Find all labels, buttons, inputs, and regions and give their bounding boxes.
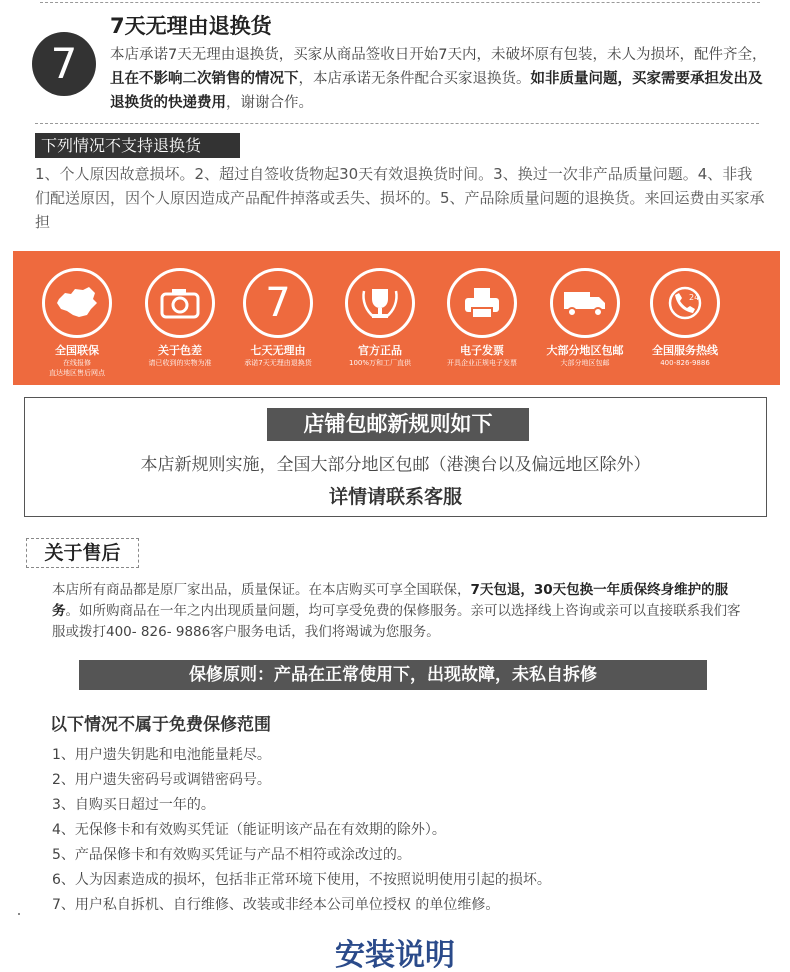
printer-icon — [462, 286, 502, 320]
repair-principle-bar: 保修原则：产品在正常使用下，出现故障，未私自拆修 — [79, 660, 707, 690]
seven-day-body: 本店承诺7天无理由退换货，买家从商品签收日开始7天内，未破坏原有包装，未人为损坏，配件齐全，且在不影响二次销售的情况下，本店承诺无条件配合买家退换货。如非质量问题，买家需要承担发出及退换货的快递费用，谢谢合作。 — [110, 47, 767, 111]
list-item: 3、自购买日超过一年的。 — [52, 797, 215, 813]
badge-official: 官方正品 100%万和工厂直供 — [335, 268, 425, 368]
seven-day-number-badge: 7 — [32, 32, 96, 96]
no-support-title: 下列情况不支持退换货 — [35, 133, 240, 158]
install-title: 安装说明 — [335, 938, 455, 972]
badge-seven-day: 7 七天无理由 承诺7天无理由退换货 — [233, 268, 323, 368]
after-sales-title: 关于售后 — [26, 538, 139, 568]
section-divider — [35, 123, 759, 124]
truck-icon — [562, 288, 608, 318]
shipping-rule-text: 本店新规则实施，全国大部分地区包邮（港澳台以及偏远地区除外） — [140, 455, 651, 475]
list-item: 6、人为因素造成的损坏，包括非正常环境下使用，不按照说明使用引起的损坏。 — [52, 872, 551, 888]
badge-hotline: 24 全国服务热线 400-826-9886 — [640, 268, 730, 368]
list-item: 5、产品保修卡和有效购买凭证与产品不相符或涂改过的。 — [52, 847, 411, 863]
top-divider — [40, 2, 760, 3]
list-item: 1、用户遗失钥匙和电池能量耗尽。 — [52, 747, 271, 763]
camera-icon — [160, 287, 200, 319]
seven-icon: 7 — [265, 280, 291, 326]
china-map-icon — [55, 285, 99, 321]
not-free-list — [52, 743, 752, 918]
trophy-icon — [358, 283, 402, 323]
shipping-contact-text: 详情请联系客服 — [328, 486, 462, 508]
list-item: 4、无保修卡和有效购买凭证（能证明该产品在有效期的除外）。 — [52, 822, 446, 838]
svg-text:24: 24 — [689, 293, 700, 302]
badge-color-difference: 关于色差 请已收到的实物为准 — [135, 268, 225, 368]
list-item: 7、用户私自拆机、自行维修、改装或非经本公司单位授权 的单位维修。 — [52, 897, 500, 913]
shipping-title: 店铺包邮新规则如下 — [267, 408, 529, 441]
seven-day-title: 7天无理由退换货 — [110, 14, 272, 38]
list-item: 2、用户遗失密码号或调错密码号。 — [52, 772, 271, 788]
no-support-body: 1、个人原因故意损坏。2、超过自签收货物起30天有效退换货时间。3、换过一次非产品质量问题。4、非我们配送原因，因个人原因造成产品配件掉落或丢失、损坏的。5、产品除质量问题的退换货。来回运费由买家承担 — [35, 165, 765, 231]
after-sales-body: 本店所有商品都是原厂家出品，质量保证。在本店购买可享全国联保，7天包退，30天包换一年质保终身维护的服务。如所购商品在一年之内出现质量问题，均可享受免费的保修服务。亲可以选择线上咨询或亲可以直接联系我们客服或拨打400- 826- 9886客户服务电话，我们将竭诚为您服务。 — [52, 582, 741, 640]
badge-warranty: 全国联保 在线报修 直达地区售后网点 — [32, 268, 122, 378]
badge-e-invoice: 电子发票 开具企业正规电子发票 — [437, 268, 527, 368]
phone-24-icon — [665, 283, 705, 323]
badge-free-shipping: 大部分地区包邮 大部分地区包邮 — [540, 268, 630, 368]
stray-dot — [18, 913, 20, 915]
not-free-title: 以下情况不属于免费保修范围 — [50, 715, 271, 735]
